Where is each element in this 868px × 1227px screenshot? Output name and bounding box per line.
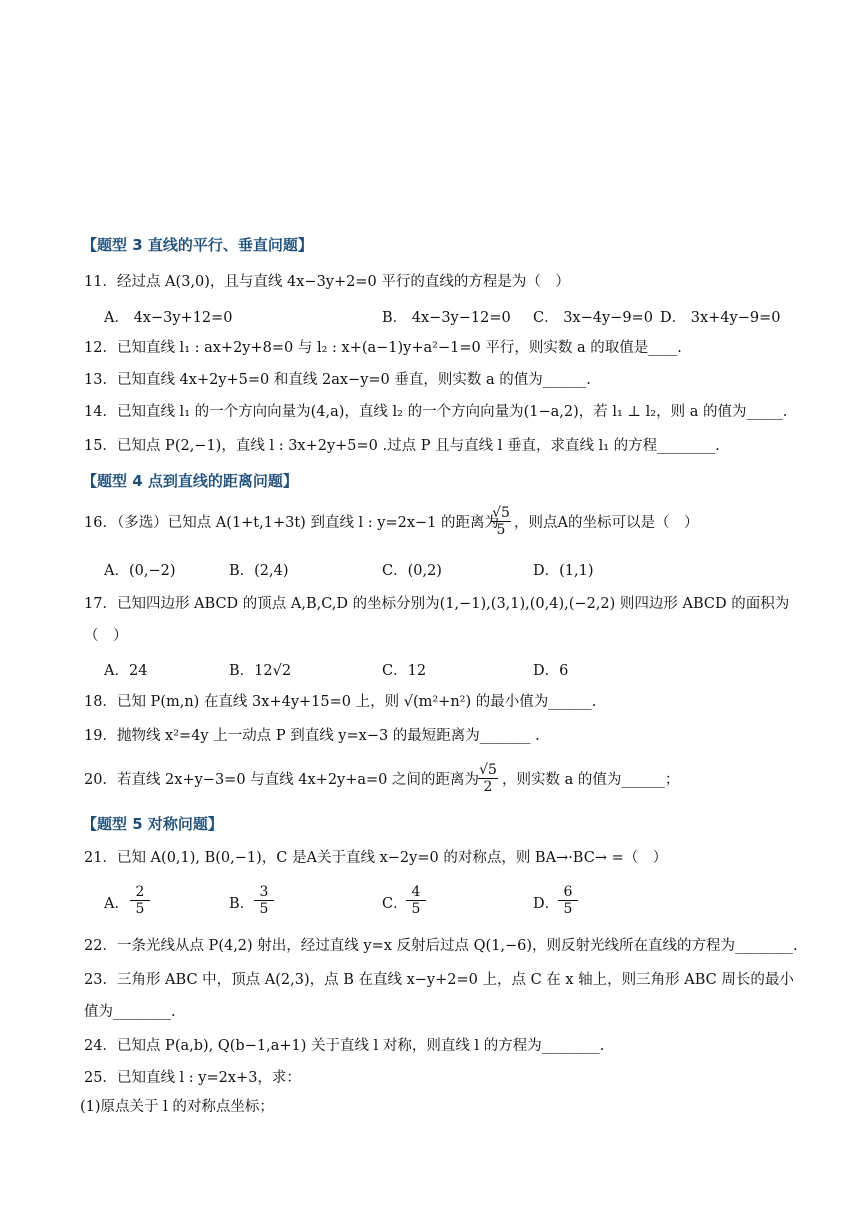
question-15: 15．已知点 P(2,−1)，直线 l : 3x+2y+5=0 .过点 P 且与直线 l 垂直，求直线 l₁ 的方程________. [84,438,720,454]
q16-stem-b: ，则点A的坐标可以是（ ） [514,515,699,531]
section-heading-5: 【题型 5 对称问题】 [82,815,223,833]
q21-b-denominator: 5 [259,901,269,917]
question-22: 22．一条光线从点 P(4,2) 射出，经过直线 y=x 反射后过点 Q(1,−6)，则反射光线所在直线的方程为________. [84,938,798,954]
q16-option-b: B．(2,4) [229,563,289,579]
question-21: 21．已知 A(0,1), B(0,−1)，C 是A关于直线 x−2y=0 的对称点，则 BA→·BC→ =（ ） [84,850,668,866]
q11-option-b: B． 4x−3y−12=0 [382,310,511,326]
q21-a-numerator: 2 [130,884,150,901]
question-20 [84,770,479,790]
q21-option-c [406,884,426,917]
q21-option-c-label: C． [382,896,408,912]
q17-paren: （ ） [84,628,128,644]
q21-c-denominator: 5 [411,901,421,917]
q21-option-a [130,884,150,917]
q16-option-c: C．(0,2) [382,563,442,579]
q20-fraction-denominator: 2 [483,779,493,795]
q16-fraction-numerator: √5 [492,505,510,521]
question-19: 19．抛物线 x²=4y 上一动点 P 到直线 y=x−3 的最短距离为_______ . [84,728,540,744]
q21-option-a-label: A． [104,896,129,912]
q20-stem-a: 20．若直线 2x+y−3=0 与直线 4x+2y+a=0 之间的距离为 [84,772,480,788]
question-23: 23．三角形 ABC 中，顶点 A(2,3)，点 B 在直线 x−y+2=0 上，点 C 在 x 轴上，则三角形 ABC 周长的最小 [84,972,794,988]
q17-option-b: B．12√2 [229,663,292,679]
q20-stem-b: ，则实数 a 的值为______； [502,772,680,788]
question-25: 25．已知直线 l : y=2x+3，求： [84,1070,301,1086]
q21-d-denominator: 5 [563,901,573,917]
q16-fraction [491,505,511,538]
question-24: 24．已知点 P(a,b), Q(b−1,a+1) 关于直线 l 对称，则直线 l 的方程为________. [84,1038,605,1054]
question-23-continued: 值为________. [84,1004,176,1020]
q21-option-d [558,884,578,917]
section-heading-3: 【题型 3 直线的平行、垂直问题】 [82,236,313,254]
q17-option-c: C．12 [382,663,427,679]
q20-fraction [478,762,498,795]
q21-b-numerator: 3 [254,884,274,901]
q16-fraction-denominator: 5 [496,522,506,538]
q21-option-b-label: B． [229,896,255,912]
section-heading-4: 【题型 4 点到直线的距离问题】 [82,472,298,490]
q16-stem-a: 16．（多选）已知点 A(1+t,1+3t) 到直线 l : y=2x−1 的距离为 [84,515,500,531]
q21-option-b [254,884,274,917]
q17-option-a: A．24 [104,663,148,679]
q21-d-numerator: 6 [558,884,578,901]
q11-option-a: A． 4x−3y+12=0 [104,310,233,326]
q21-c-numerator: 4 [406,884,426,901]
q16-option-a: A．(0,−2) [104,563,176,579]
question-25-part-1: (1)原点关于 l 的对称点坐标； [80,1099,274,1115]
question-16 [84,513,499,533]
question-14: 14．已知直线 l₁ 的一个方向向量为(4,a)，直线 l₂ 的一个方向向量为(1−a,2)，若 l₁ ⊥ l₂，则 a 的值为_____. [84,404,788,420]
question-12: 12．已知直线 l₁ : ax+2y+8=0 与 l₂ : x+(a−1)y+a²−1=0 平行，则实数 a 的取值是____. [84,340,682,356]
question-13: 13．已知直线 4x+2y+5=0 和直线 2ax−y=0 垂直，则实数 a 的值为______. [84,372,591,388]
question-18: 18．已知 P(m,n) 在直线 3x+4y+15=0 上，则 √(m²+n²) 的最小值为______. [84,694,597,710]
question-11: 11．经过点 A(3,0)，且与直线 4x−3y+2=0 平行的直线的方程是为（ ） [84,274,570,290]
q21-option-d-label: D． [533,896,560,912]
q16-option-d: D．(1,1) [533,563,594,579]
q11-option-c: C． 3x−4y−9=0 [533,310,653,326]
q17-option-d: D．6 [533,663,569,679]
q11-option-d: D． 3x+4y−9=0 [660,310,781,326]
q21-a-denominator: 5 [135,901,145,917]
question-17: 17．已知四边形 ABCD 的顶点 A,B,C,D 的坐标分别为(1,−1),(3,1),(0,4),(−2,2) 则四边形 ABCD 的面积为 [84,596,790,612]
q20-fraction-numerator: √5 [479,762,497,778]
